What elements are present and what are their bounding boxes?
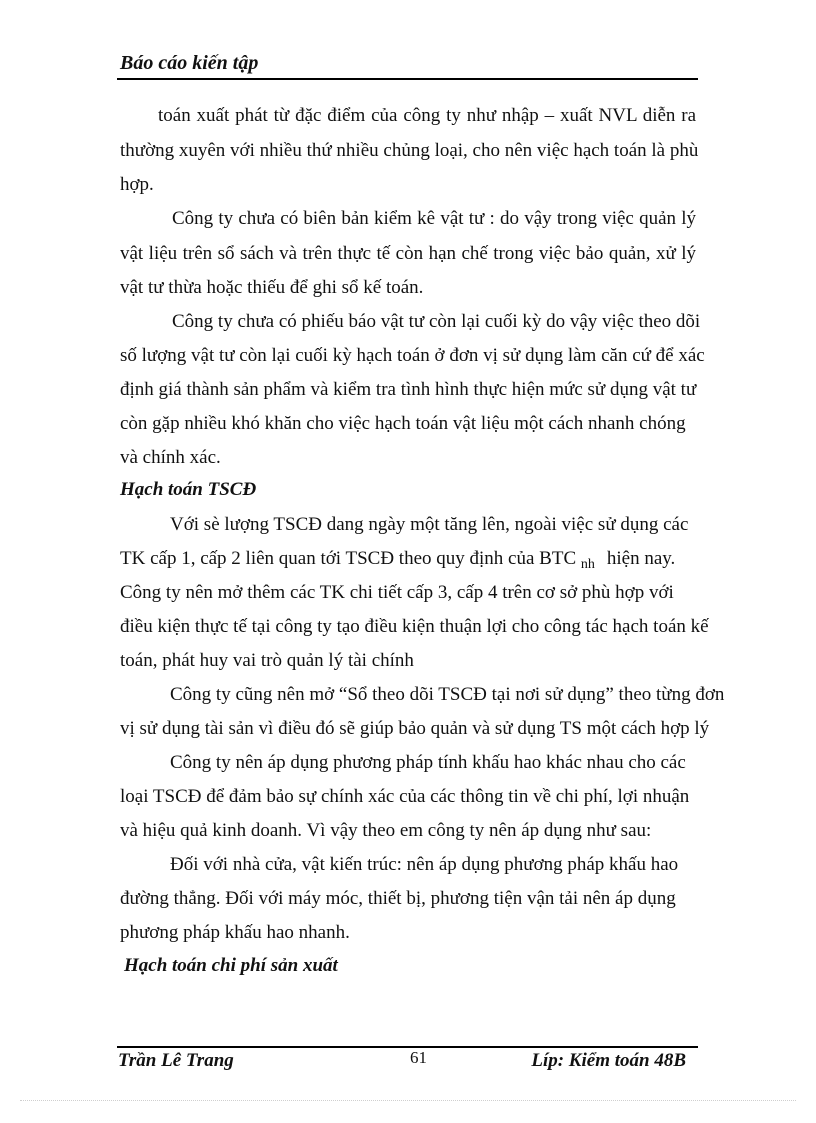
body-line-21: và hiệu quả kinh doanh. Vì vậy theo em công ty nên áp dụng như sau: xyxy=(120,820,652,841)
footer-rule xyxy=(117,1046,698,1048)
body-line-5: vật liệu trên sổ sách và trên thực tế còn hạn chế trong việc bảo quản, xử lý xyxy=(120,243,696,264)
body-line-13 xyxy=(120,548,675,572)
subscript-nh: nh xyxy=(580,557,595,572)
body-line-9: định giá thành sản phẩm và kiểm tra tình hình thực hiện mức sử dụng vật tư xyxy=(120,379,697,400)
footer-class: Líp: Kiểm toán 48B xyxy=(531,1050,686,1071)
body-line-20: loại TSCĐ để đảm bảo sự chính xác của các thông tin về chi phí, lợi nhuận xyxy=(120,786,690,807)
body-line-13-end: hiện nay. xyxy=(606,548,676,569)
heading-production-costs: Hạch toán chi phí sản xuất xyxy=(124,955,338,976)
header-title: Báo cáo kiến tập xyxy=(120,52,259,74)
page-edge xyxy=(20,1100,796,1101)
body-line-6: vật tư thừa hoặc thiếu để ghi sổ kế toán. xyxy=(120,277,424,298)
body-line-16: toán, phát huy vai trò quản lý tài chính xyxy=(120,650,414,671)
header-rule xyxy=(117,78,698,80)
body-line-18: vị sử dụng tài sản vì điều đó sẽ giúp bảo quản và sử dụng TS một cách hợp lý xyxy=(120,718,710,739)
heading-fixed-assets: Hạch toán TSCĐ xyxy=(120,479,257,500)
body-line-4: Công ty chưa có biên bản kiểm kê vật tư : do vậy trong việc quản lý xyxy=(172,208,696,229)
body-line-12: Với sè lượng TSCĐ dang ngày một tăng lên, ngoài việc sử dụng các xyxy=(170,514,689,535)
body-line-22: Đối với nhà cửa, vật kiến trúc: nên áp dụng phương pháp khấu hao xyxy=(170,854,679,875)
body-line-1: toán xuất phát từ đặc điểm của công ty như nhập – xuất NVL diễn ra xyxy=(158,105,696,126)
body-line-23: đường thẳng. Đối với máy móc, thiết bị, phương tiện vận tải nên áp dụng xyxy=(120,888,676,909)
body-line-13-text: TK cấp 1, cấp 2 liên quan tới TSCĐ theo quy định của BTC xyxy=(120,548,577,569)
body-line-11: và chính xác. xyxy=(120,447,221,468)
page-number: 61 xyxy=(410,1048,427,1067)
body-line-24: phương pháp khấu hao nhanh. xyxy=(120,922,350,943)
footer-author: Trần Lê Trang xyxy=(118,1050,234,1071)
body-line-7: Công ty chưa có phiếu báo vật tư còn lại cuối kỳ do vậy việc theo dõi xyxy=(172,311,701,332)
body-line-3: hợp. xyxy=(120,174,154,195)
body-line-2: thường xuyên với nhiều thứ nhiều chủng loại, cho nên việc hạch toán là phù xyxy=(120,140,699,161)
body-line-15: điều kiện thực tế tại công ty tạo điều kiện thuận lợi cho công tác hạch toán kế xyxy=(120,616,709,637)
body-line-10: còn gặp nhiều khó khăn cho việc hạch toán vật liệu một cách nhanh chóng xyxy=(120,413,686,434)
body-line-8: số lượng vật tư còn lại cuối kỳ hạch toán ở đơn vị sử dụng làm căn cứ để xác xyxy=(120,345,705,366)
body-line-14: Công ty nên mở thêm các TK chi tiết cấp 3, cấp 4 trên cơ sở phù hợp với xyxy=(120,582,674,603)
body-line-17: Công ty cũng nên mở “Sổ theo dõi TSCĐ tại nơi sử dụng” theo từng đơn xyxy=(170,684,725,705)
body-line-19: Công ty nên áp dụng phương pháp tính khấu hao khác nhau cho các xyxy=(170,752,686,773)
